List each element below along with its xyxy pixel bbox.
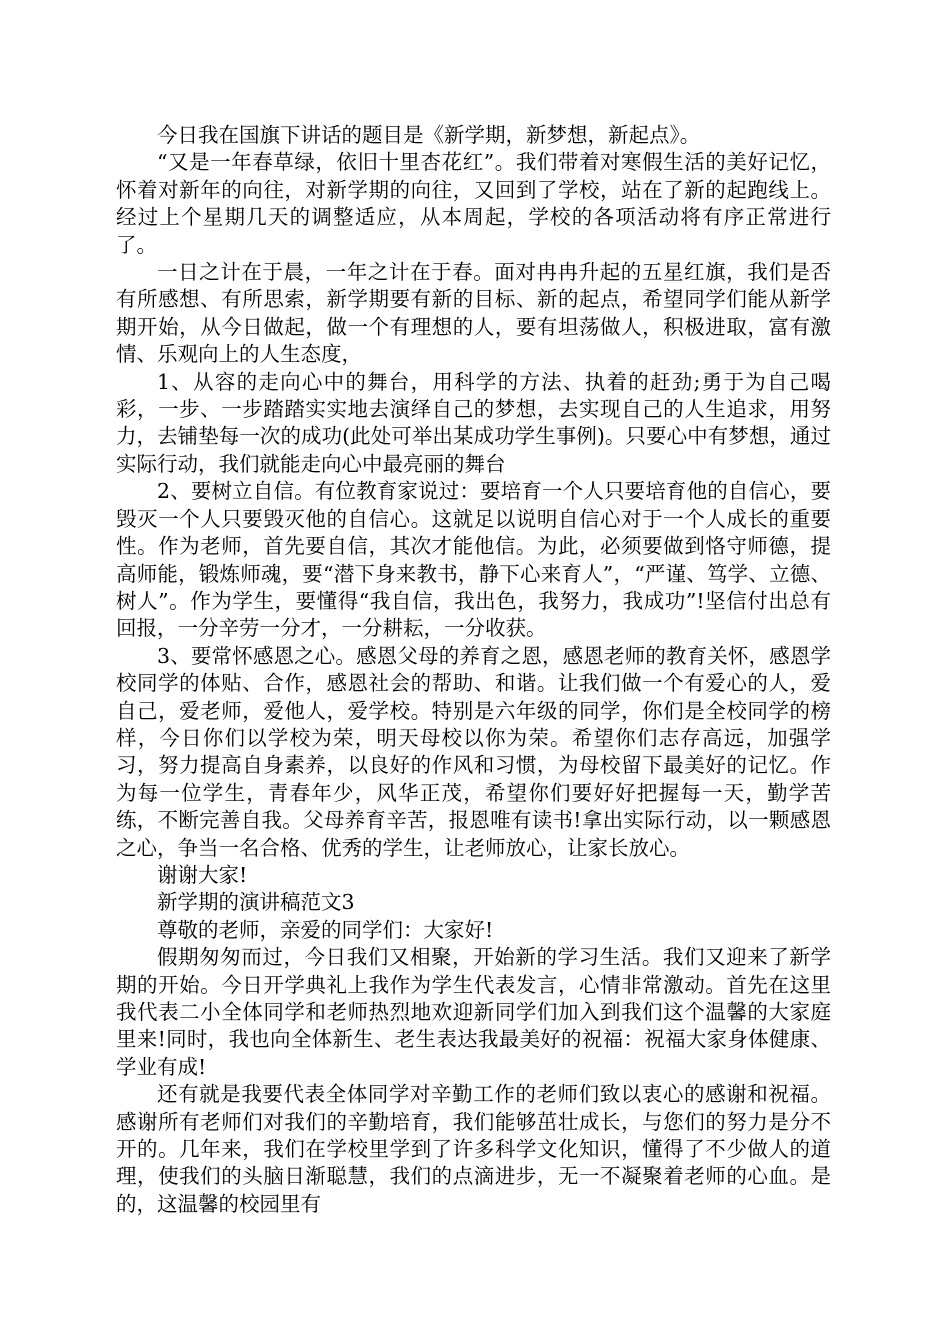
- paragraph-new-term: 假期匆匆而过，今日我们又相聚，开始新的学习生活。我们又迎来了新学期的开始。今日开学典礼上我作为学生代表发言，心情非常激动。首先在这里我代表二小全体同学和老师热烈地欢迎新同学们加入到我们这个温馨的大家庭里来!同时，我也向全体新生、老生表达我最美好的祝福：祝福大家身体健康、学业有成!: [116, 945, 831, 1079]
- document-body: [116, 122, 831, 1218]
- paragraph-new-goals: 一日之计在于晨，一年之计在于春。面对冉冉升起的五星红旗，我们是否有所感想、有所思索，新学期要有新的目标、新的起点，希望同学们能从新学期开始，从今日做起，做一个有理想的人，要有坦荡做人，积极进取，富有激情、乐观向上的人生态度，: [116, 260, 831, 367]
- paragraph-greeting: 尊敬的老师，亲爱的同学们：大家好!: [157, 917, 494, 942]
- paragraph-spring-return: “又是一年春草绿，依旧十里杏花红”。我们带着对寒假生活的美好记忆，怀着对新年的向往，对新学期的向往，又回到了学校，站在了新的起跑线上。经过上个星期几天的调整适应，从本周起，学校的各项活动将有序正常进行了。: [116, 150, 831, 257]
- paragraph-point-3: 3、要常怀感恩之心。感恩父母的养育之恩，感恩老师的教育关怀，感恩学校同学的体贴、合作，感恩社会的帮助、和谐。让我们做一个有爱心的人，爱自己，爱老师，爱他人，爱学校。特别是六年级的同学，你们是全校同学的榜样，今日你们以学校为荣，明天母校以你为荣。希望你们志存高远，加强学习，努力提高自身素养，以良好的作风和习惯，为母校留下最美好的记忆。作为每一位学生，青春年少，风华正茂，希望你们要好好把握每一天，勤学苦练，不断完善自我。父母养育辛苦，报恩唯有读书!拿出实际行动，以一颗感恩之心，争当一名合格、优秀的学生，让老师放心，让家长放心。: [116, 643, 831, 860]
- paragraph-teacher-thanks: 还有就是我要代表全体同学对辛勤工作的老师们致以衷心的感谢和祝福。感谢所有老师们对我们的辛勤培育，我们能够茁壮成长，与您们的努力是分不开的。几年来，我们在学校里学到了许多科学文化知识，懂得了不少做人的道理，使我们的头脑日渐聪慧，我们的点滴进步，无一不凝聚着老师的心血。是的，这温馨的校园里有: [116, 1082, 831, 1216]
- paragraph-point-2: 2、要树立自信。有位教育家说过：要培育一个人只要培育他的自信心，要毁灭一个人只要毁灭他的自信心。这就足以说明自信心对于一个人成长的重要性。作为老师，首先要自信，其次才能他信。为此，必须要做到恪守师德，提高师能，锻炼师魂，要“潜下身来教书，静下心来育人”，“严谨、笃学、立德、树人”。作为学生，要懂得“我自信，我出色，我努力，我成功”!坚信付出总有回报，一分辛劳一分才，一分耕耘，一分收获。: [116, 479, 831, 641]
- paragraph-thanks: 谢谢大家!: [157, 862, 248, 887]
- section-heading: 新学期的演讲稿范文3: [157, 890, 355, 915]
- paragraph-point-1: 1、从容的走向心中的舞台，用科学的方法、执着的赶劲;勇于为自己喝彩，一步、一步踏踏实实地去演绎自己的梦想，去实现自己的人生追求，用努力，去铺垫每一次的成功(此处可举出某成功学生事例)。只要心中有梦想，通过实际行动，我们就能走向心中最亮丽的舞台: [116, 369, 831, 476]
- paragraph-topic: 今日我在国旗下讲话的题目是《新学期，新梦想，新起点》。: [157, 123, 701, 147]
